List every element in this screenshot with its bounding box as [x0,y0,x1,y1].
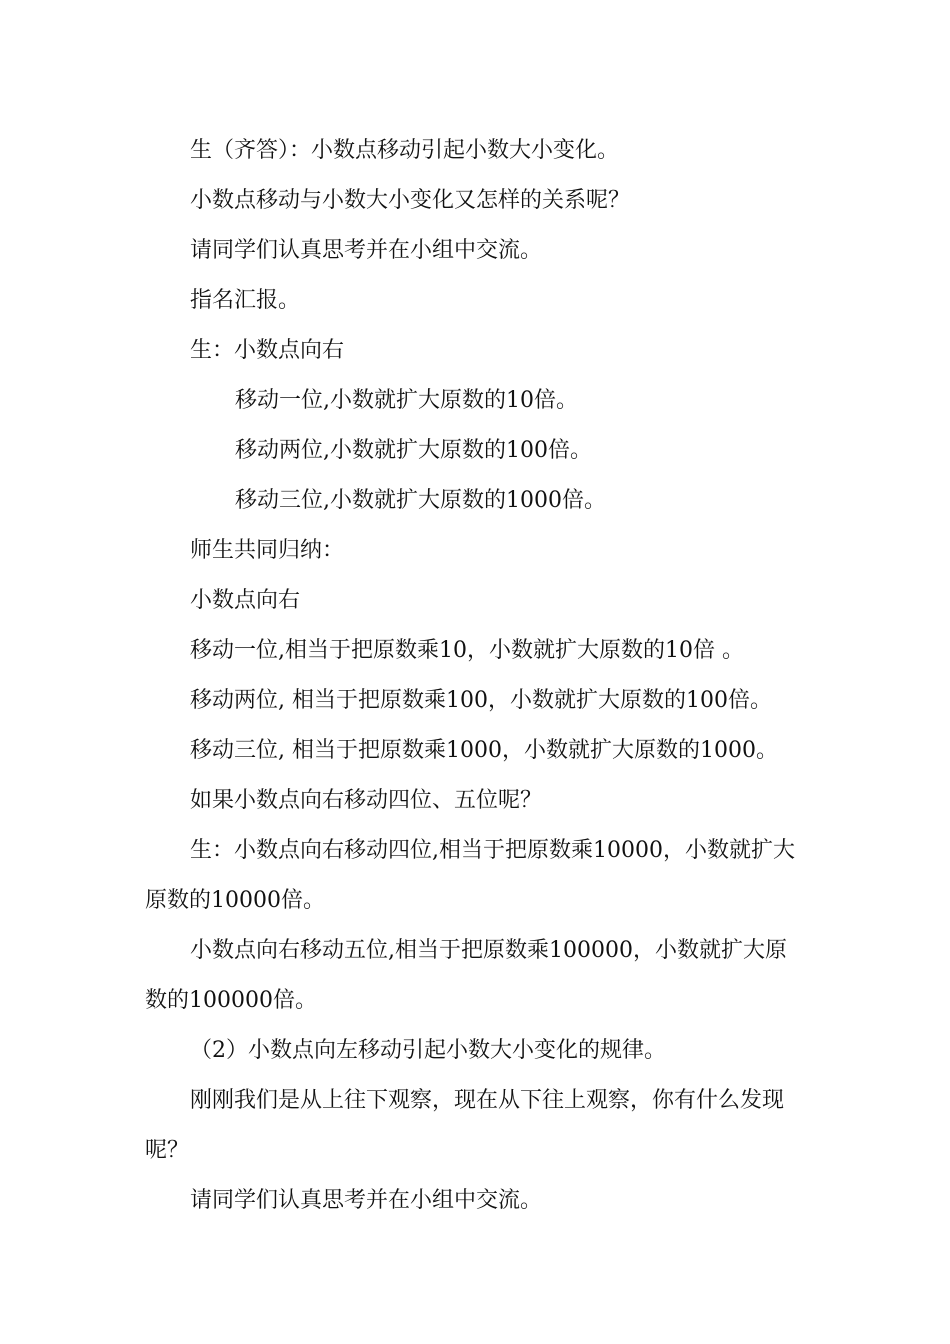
paragraph-line: 移动两位,小数就扩大原数的100倍。 [235,438,592,463]
paragraph-line: 请同学们认真思考并在小组中交流。 [190,1188,543,1213]
paragraph-line: 移动一位,相当于把原数乘10，小数就扩大原数的10倍 。 [190,638,744,663]
paragraph-line: 生：小数点向右 [190,338,345,363]
paragraph-line: 如果小数点向右移动四位、五位呢？ [190,788,543,813]
document-body [145,126,810,1226]
paragraph-line: 生（齐答）：小数点移动引起小数大小变化。 [190,138,620,163]
paragraph-line: 移动两位, 相当于把原数乘100，小数就扩大原数的100倍。 [190,688,772,713]
paragraph-line: 刚刚我们是从上往下观察，现在从下往上观察，你有什么发现 [190,1088,785,1113]
paragraph-line: 呢？ [145,1138,190,1163]
paragraph-line: 小数点向右 [190,588,301,613]
paragraph-line: 小数点移动与小数大小变化又怎样的关系呢？ [190,188,631,213]
paragraph-line: 移动一位,小数就扩大原数的10倍。 [235,388,578,413]
paragraph-line: 数的100000倍。 [145,988,317,1013]
paragraph-line: 移动三位, 相当于把原数乘1000，小数就扩大原数的1000。 [190,738,778,763]
paragraph-line: 移动三位,小数就扩大原数的1000倍。 [235,488,606,513]
paragraph-line: （2）小数点向左移动引起小数大小变化的规律。 [190,1038,666,1063]
paragraph-line: 指名汇报。 [190,288,301,313]
paragraph-line: 请同学们认真思考并在小组中交流。 [190,238,543,263]
paragraph-line: 师生共同归纳： [190,538,345,563]
paragraph-line: 生：小数点向右移动四位,相当于把原数乘10000，小数就扩大 [190,838,795,863]
paragraph-line: 小数点向右移动五位,相当于把原数乘100000，小数就扩大原 [190,938,787,963]
paragraph-line: 原数的10000倍。 [145,888,325,913]
